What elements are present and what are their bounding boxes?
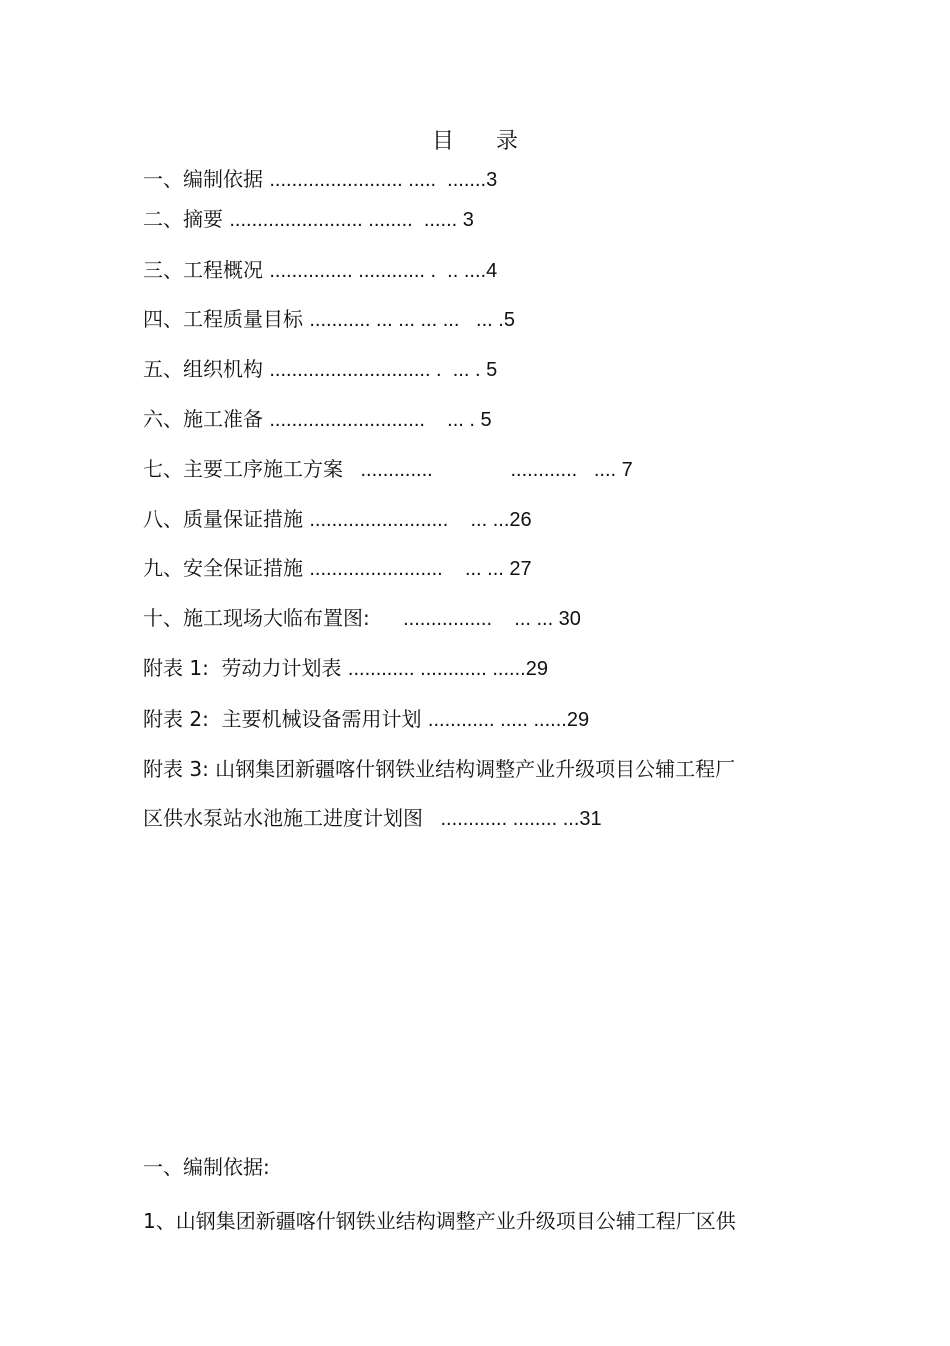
toc-entry[interactable] [143,357,497,382]
toc-entry-label: 附表 3: 山钢集团新疆喀什钢铁业结构调整产业升级项目公辅工程厂 [143,757,736,781]
toc-entry[interactable] [143,806,602,831]
toc-entry[interactable] [143,207,474,232]
toc-entry-label: 区供水泵站水池施工进度计划图 [143,806,430,830]
toc-entry[interactable] [143,606,581,631]
toc-entry-leader: ............... ............ . .. ....4 [269,260,498,282]
toc-entry-leader: ........................ ..... .......3 [269,169,498,191]
toc-entry-label: 二、摘要 [143,207,230,231]
toc-entry-label: 五、组织机构 [143,357,270,381]
toc-entry-label: 附表 1: 劳动力计划表 [143,656,348,680]
toc-entry-leader: ........................ ........ ...... 3 [229,209,474,231]
toc-entry-leader: ................ ... ... 30 [369,608,581,630]
paragraph-line: 1、山钢集团新疆喀什钢铁业结构调整产业升级项目公辅工程厂区供 [143,1209,736,1233]
toc-entry-label: 九、安全保证措施 [143,556,310,580]
toc-entry[interactable] [143,258,497,283]
toc-entry-leader: ......................... ... ...26 [309,509,532,531]
toc-entry-label: 七、主要工序施工方案 [143,457,350,481]
toc-entry[interactable] [143,707,589,732]
section-heading: 一、编制依据: [143,1155,270,1179]
toc-entry[interactable] [143,507,532,532]
toc-title: 目 录 [432,129,518,154]
toc-entry[interactable] [143,757,735,782]
toc-entry-leader: ............ ........ ...31 [429,808,602,830]
toc-entry-leader: ............. ............ .... 7 [349,459,633,481]
toc-entry[interactable] [143,407,492,432]
toc-entry-leader: ............................. . ... . 5 [269,359,498,381]
toc-entry[interactable] [143,457,633,482]
toc-entry-leader: ........................ ... ... 27 [309,558,532,580]
toc-entry-label: 三、工程概况 [143,258,270,282]
toc-entry-label: 八、质量保证措施 [143,507,310,531]
toc-entry[interactable] [143,656,548,681]
toc-entry-label: 十、施工现场大临布置图: [143,606,370,630]
toc-entry-leader: ........... ... ... ... ... ... .5 [309,309,515,331]
toc-entry[interactable] [143,556,532,581]
toc-entry-label: 一、编制依据 [143,167,270,191]
toc-entry-label: 附表 2: 主要机械设备需用计划 [143,707,428,731]
toc-entry[interactable] [143,167,497,192]
toc-entry-label: 四、工程质量目标 [143,307,310,331]
toc-entry-leader: ............................ ... . 5 [269,409,492,431]
toc-entry-label: 六、施工准备 [143,407,270,431]
toc-entry-leader: ............ ............ ......29 [347,658,548,680]
toc-entry[interactable] [143,307,515,332]
toc-entry-leader: ............ ..... ......29 [427,709,590,731]
